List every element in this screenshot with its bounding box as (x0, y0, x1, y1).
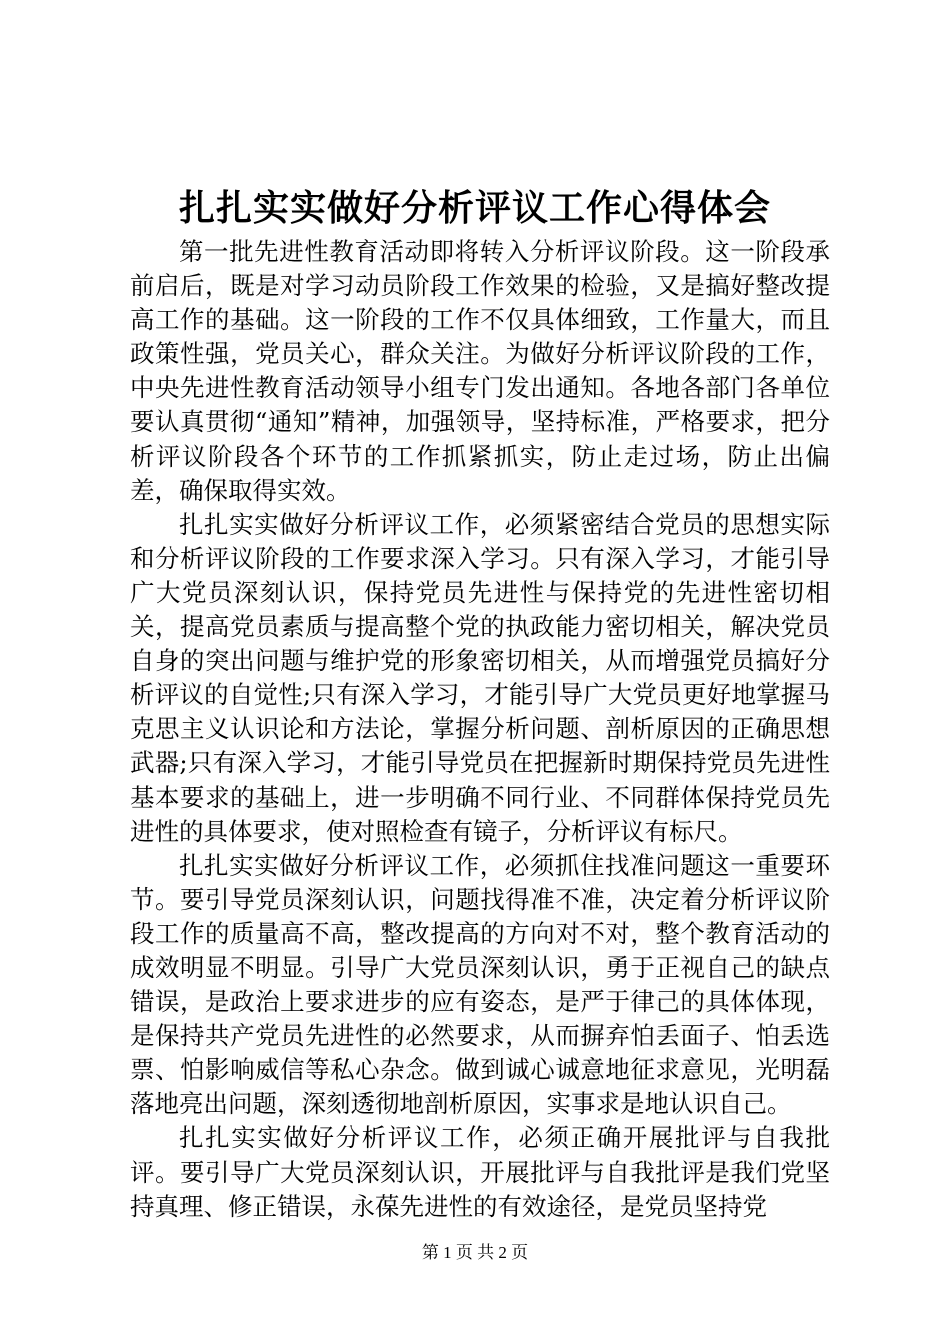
paragraph-4: 扎扎实实做好分析评议工作，必须正确开展批评与自我批评。要引导广大党员深刻认识，开展批评与自我批评是我们党坚持真理、修正错误，永葆先进性的有效途径，是党员坚持党 (130, 1123, 830, 1221)
paragraph-2: 扎扎实实做好分析评议工作，必须紧密结合党员的思想实际和分析评议阶段的工作要求深入学习。只有深入学习，才能引导广大党员深刻认识，保持党员先进性与保持党的先进性密切相关，提高党员素质与提高整个党的执政能力密切相关，解决党员自身的突出问题与维护党的形象密切相关，从而增强党员搞好分析评议的自觉性;只有深入学习，才能引导广大党员更好地掌握马克思主义认识论和方法论，掌握分析问题、剖析原因的正确思想武器;只有深入学习，才能引导党员在把握新时期保持党员先进性基本要求的基础上，进一步明确不同行业、不同群体保持党员先进性的具体要求，使对照检查有镜子，分析评议有标尺。 (130, 509, 830, 846)
paragraph-3: 扎扎实实做好分析评议工作，必须抓住找准问题这一重要环节。要引导党员深刻认识，问题找得准不准，决定着分析评议阶段工作的质量高不高，整改提高的方向对不对，整个教育活动的成效明显不明显。引导广大党员深刻认识，勇于正视自己的缺点错误，是政治上要求进步的应有姿态，是严于律己的具体体现，是保持共产党员先进性的必然要求，从而摒弃怕丢面子、怕丢选票、怕影响威信等私心杂念。做到诚心诚意地征求意见，光明磊落地亮出问题，深刻透彻地剖析原因，实事求是地认识自己。 (130, 850, 830, 1119)
paragraph-1: 第一批先进性教育活动即将转入分析评议阶段。这一阶段承前启后，既是对学习动员阶段工作效果的检验，又是搞好整改提高工作的基础。这一阶段的工作不仅具体细致，工作量大，而且政策性强，党员关心，群众关注。为做好分析评议阶段的工作，中央先进性教育活动领导小组专门发出通知。各地各部门各单位要认真贯彻“通知”精神，加强领导，坚持标准，严格要求，把分析评议阶段各个环节的工作抓紧抓实，防止走过场，防止出偏差，确保取得实效。 (130, 237, 830, 505)
document-title: 扎扎实实做好分析评议工作心得体会 (178, 187, 771, 229)
document-body (130, 235, 830, 1224)
page-footer: 第 1 页 共 2 页 (421, 1243, 529, 1262)
